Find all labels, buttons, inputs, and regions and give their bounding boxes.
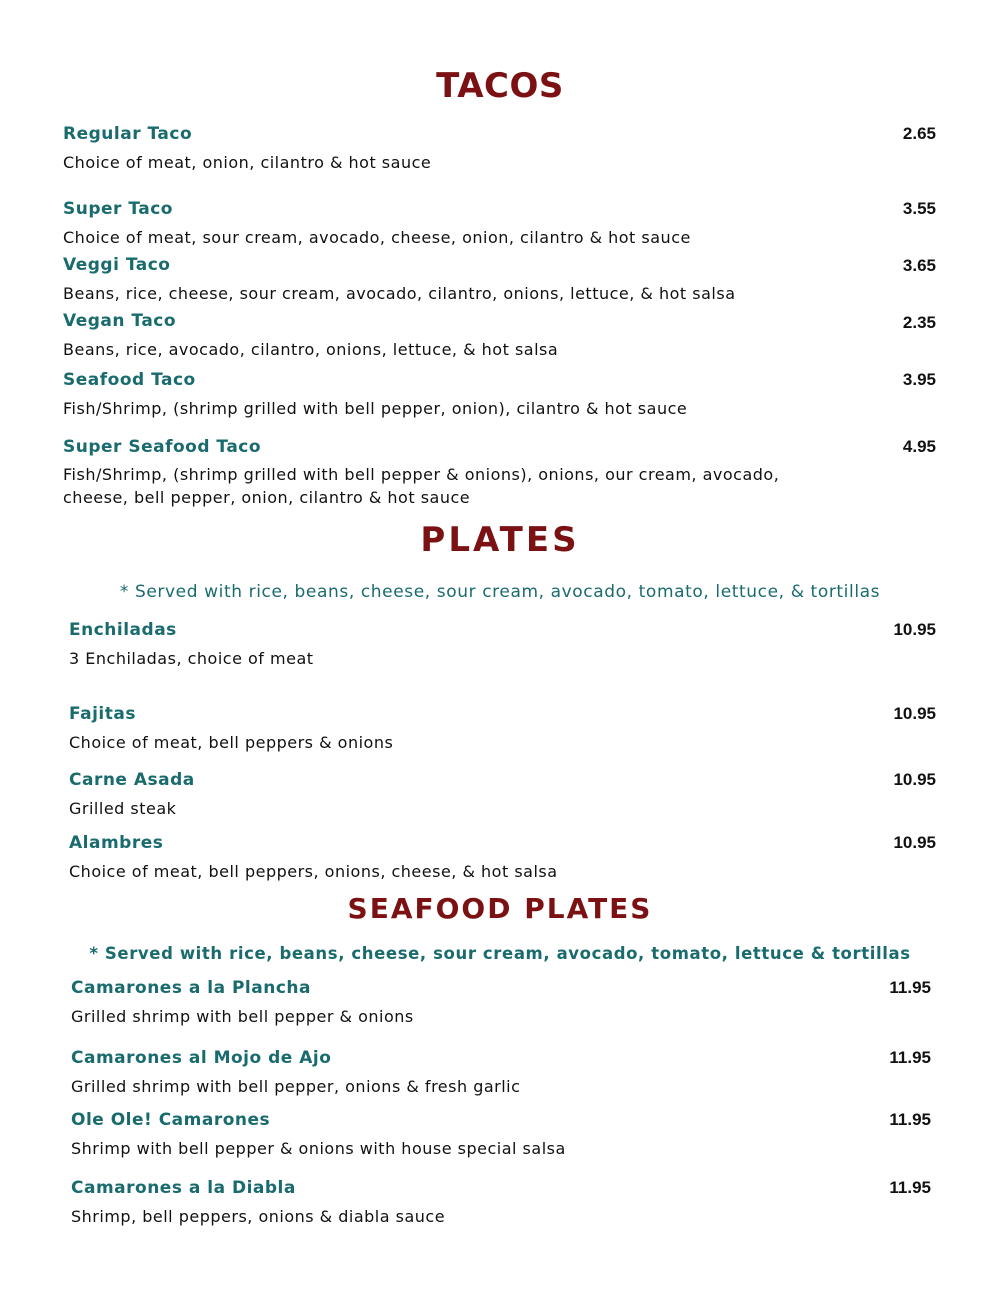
item-desc-veggi-taco: Beans, rice, cheese, sour cream, avocado, cilantro, onions, lettuce, & hot salsa [63, 284, 736, 303]
item-price-super-seafood-taco: 4.95 [902, 437, 936, 456]
item-desc-fajitas: Choice of meat, bell peppers & onions [69, 733, 394, 752]
item-name-ole-ole-camarones: Ole Ole! Camarones [71, 1110, 271, 1130]
item-name-carne-asada: Carne Asada [69, 770, 195, 790]
seafood-plates-heading: SEAFOOD PLATES [347, 892, 653, 925]
item-name-vegan-taco: Vegan Taco [63, 311, 177, 331]
item-price-camarones-diabla: 11.95 [889, 1178, 931, 1197]
item-price-alambres: 10.95 [893, 833, 936, 852]
item-name-camarones-diabla: Camarones a la Diabla [71, 1178, 296, 1198]
item-price-camarones-mojo-de-ajo: 11.95 [889, 1048, 931, 1067]
item-desc-alambres: Choice of meat, bell peppers, onions, cheese, & hot salsa [69, 862, 558, 881]
item-name-veggi-taco: Veggi Taco [63, 255, 171, 275]
item-desc-regular-taco: Choice of meat, onion, cilantro & hot sauce [63, 153, 432, 172]
item-name-camarones-plancha: Camarones a la Plancha [71, 978, 311, 998]
item-desc-camarones-mojo-de-ajo: Grilled shrimp with bell pepper, onions & fresh garlic [71, 1077, 521, 1096]
item-desc-vegan-taco: Beans, rice, avocado, cilantro, onions, lettuce, & hot salsa [63, 340, 559, 359]
plates-served-with-note: * Served with rice, beans, cheese, sour cream, avocado, tomato, lettuce, & tortillas [119, 582, 881, 602]
item-price-carne-asada: 10.95 [893, 770, 936, 789]
item-name-seafood-taco: Seafood Taco [63, 370, 196, 390]
item-price-camarones-plancha: 11.95 [889, 978, 931, 997]
tacos-heading: TACOS [436, 66, 564, 106]
item-price-regular-taco: 2.65 [902, 124, 936, 143]
item-desc-super-taco: Choice of meat, sour cream, avocado, cheese, onion, cilantro & hot sauce [63, 228, 691, 247]
item-name-super-taco: Super Taco [63, 199, 173, 219]
item-desc-seafood-taco: Fish/Shrimp, (shrimp grilled with bell pepper, onion), cilantro & hot sauce [63, 399, 688, 418]
seafood-served-with-note: * Served with rice, beans, cheese, sour cream, avocado, tomato, lettuce & tortillas [89, 944, 911, 963]
item-desc-enchiladas: 3 Enchiladas, choice of meat [69, 649, 314, 668]
item-price-super-taco: 3.55 [902, 199, 936, 218]
item-desc-camarones-plancha: Grilled shrimp with bell pepper & onions [71, 1007, 414, 1026]
item-desc-carne-asada: Grilled steak [69, 799, 177, 818]
item-price-ole-ole-camarones: 11.95 [889, 1110, 931, 1129]
item-price-enchiladas: 10.95 [893, 620, 936, 639]
item-name-fajitas: Fajitas [69, 704, 136, 724]
item-desc-ole-ole-camarones: Shrimp with bell pepper & onions with house special salsa [71, 1139, 566, 1158]
plates-heading: PLATES [420, 520, 580, 560]
item-name-super-seafood-taco: Super Seafood Taco [63, 437, 262, 457]
item-desc-super-seafood-taco: Fish/Shrimp, (shrimp grilled with bell pepper & onions), onions, our cream, avocado, cheese, bell pepper, onion, cilantro & hot sauce [63, 465, 780, 507]
item-price-veggi-taco: 3.65 [902, 256, 936, 275]
item-name-regular-taco: Regular Taco [63, 124, 193, 144]
item-desc-camarones-diabla: Shrimp, bell peppers, onions & diabla sauce [71, 1207, 446, 1226]
item-price-seafood-taco: 3.95 [902, 370, 936, 389]
item-name-alambres: Alambres [69, 833, 164, 853]
item-name-camarones-mojo-de-ajo: Camarones al Mojo de Ajo [71, 1048, 332, 1068]
item-price-vegan-taco: 2.35 [902, 313, 936, 332]
item-name-enchiladas: Enchiladas [69, 620, 177, 640]
item-price-fajitas: 10.95 [893, 704, 936, 723]
